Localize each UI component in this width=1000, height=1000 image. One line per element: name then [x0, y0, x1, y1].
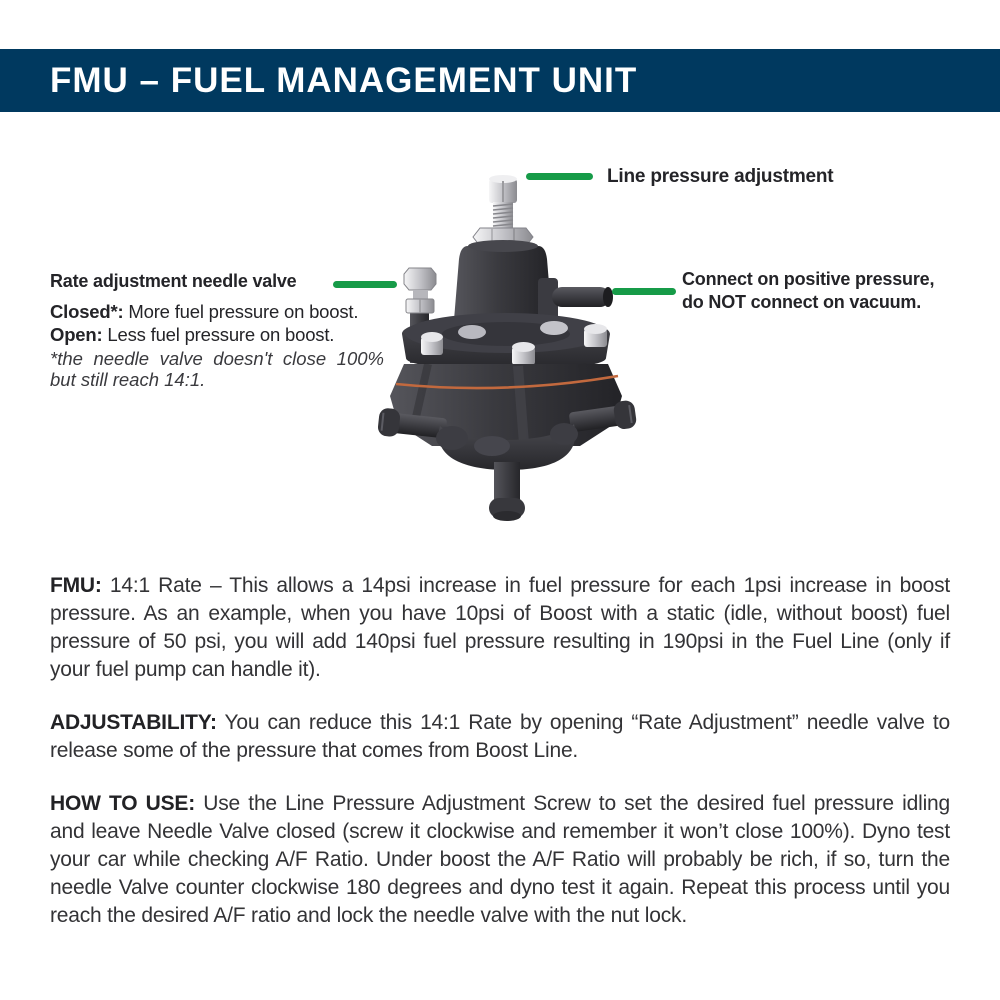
callout-positive-pressure-line1: Connect on positive pressure, — [682, 269, 935, 289]
paragraph-how-to-use-lead: HOW TO USE: — [50, 792, 196, 815]
fuel-pressure-regulator-illustration — [368, 160, 668, 555]
callout-rate-valve-title: Rate adjustment needle valve — [50, 271, 297, 291]
instructions — [50, 572, 950, 955]
callout-line-pressure-label: Line pressure adjustment — [607, 166, 834, 187]
header-banner — [0, 49, 1000, 112]
line-pressure-screw — [473, 175, 533, 246]
callout-rate-valve — [50, 271, 384, 390]
open-text: Less fuel pressure on boost. — [107, 323, 335, 345]
regulator-dome — [454, 246, 552, 320]
callout-line-pressure — [607, 166, 833, 188]
paragraph-fmu-lead: FMU: — [50, 574, 102, 597]
paragraph-adjustability-lead: ADJUSTABILITY: — [50, 711, 217, 734]
paragraph-how-to-use-text: Use the Line Pressure Adjustment Screw to set the desired fuel pressure idling and leave Needle Valve closed (screw it clockwise and remember it won’t close 100%). Dyno test your car while checking A/F Ratio. Under boost the A/F Ratio will probably be rich, if so, turn the needle Valve counter clockwise 180 degrees and dyno test it again. Repeat this process until you reach the desired A/F ratio and lock the needle valve with the nut lock. — [50, 792, 950, 927]
paragraph-adjustability — [50, 709, 950, 765]
callout-positive-pressure-line2: do NOT connect on vacuum. — [682, 292, 922, 312]
bottom-hose-barb — [489, 462, 525, 521]
paragraph-fmu — [50, 572, 950, 684]
callout-positive-pressure — [682, 268, 972, 314]
boost-port — [538, 278, 613, 320]
closed-text: More fuel pressure on boost. — [128, 301, 359, 322]
needle-valve-fitting — [404, 268, 436, 313]
callout-closed-line — [50, 301, 384, 324]
callout-open-line — [50, 324, 384, 347]
callout-line — [526, 173, 593, 180]
closed-lead: Closed*: — [50, 301, 124, 322]
paragraph-how-to-use — [50, 790, 950, 930]
paragraph-fmu-text: 14:1 Rate – This allows a 14psi increase in fuel pressure for each 1psi increase in boost pressure. As an example, when you have 10psi of Boost with a static (idle, without boost) fuel pressure of 50 psi, you will add 140psi fuel pressure resulting in 190psi in the Fuel Line (only if your fuel pump can handle it). — [50, 574, 951, 681]
callout-valve-note: *the needle valve doesn't close 100% but still reach 14:1. — [50, 348, 384, 390]
paragraph-adjustability-text: You can reduce this 14:1 Rate by opening “Rate Adjustment” needle valve to release some of the pressure that comes from Boost Line. — [50, 711, 950, 762]
page-title: FMU – FUEL MANAGEMENT UNIT — [50, 61, 638, 100]
open-lead: Open: — [50, 323, 103, 345]
callout-line — [612, 288, 676, 295]
